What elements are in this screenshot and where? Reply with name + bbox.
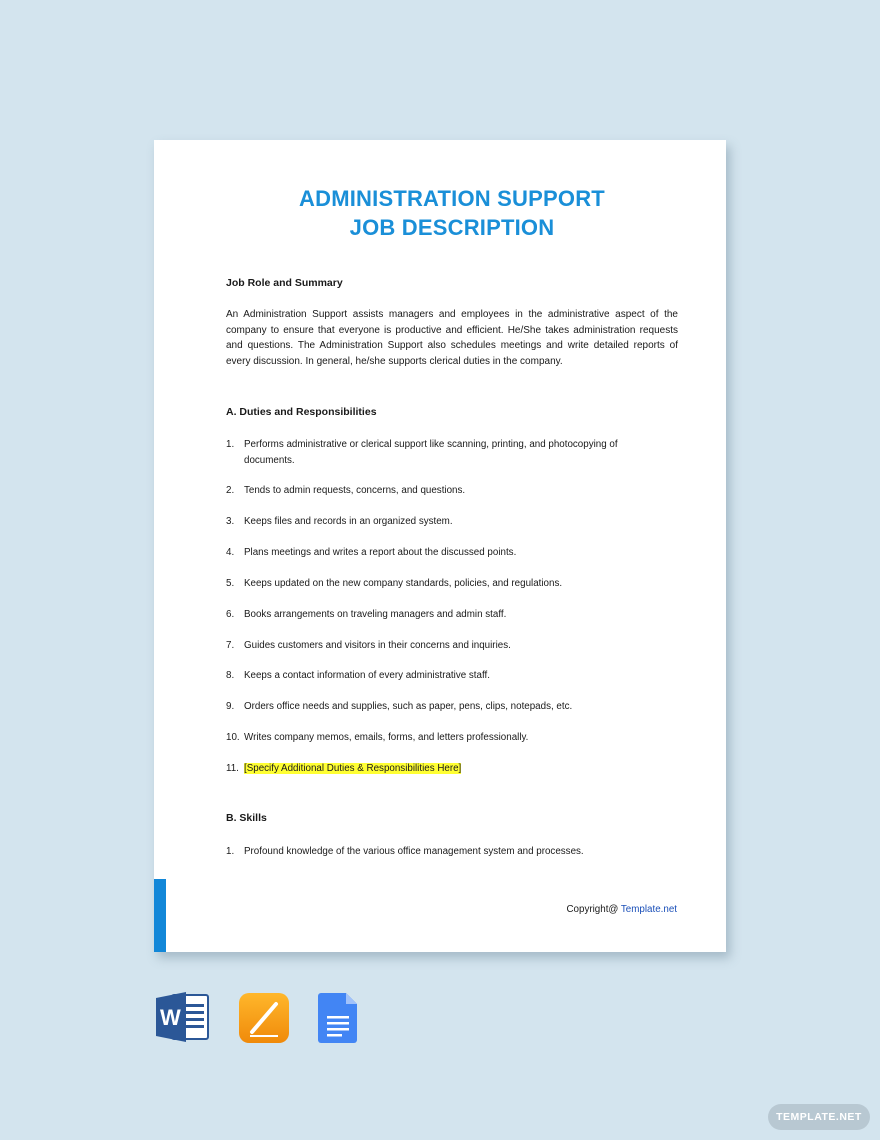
duty-text: Performs administrative or clerical support like scanning, printing, and photocopying of documents. bbox=[244, 439, 618, 466]
word-icon[interactable] bbox=[156, 992, 210, 1042]
svg-text:W: W bbox=[160, 1005, 181, 1030]
duty-number: 9. bbox=[226, 701, 235, 712]
copyright bbox=[566, 904, 677, 915]
title-line-1: ADMINISTRATION SUPPORT bbox=[299, 186, 605, 211]
copyright-prefix: Copyright@ bbox=[566, 904, 621, 915]
skill-number: 1. bbox=[226, 846, 235, 857]
duty-text: Keeps a contact information of every administrative staff. bbox=[244, 670, 490, 681]
document-page bbox=[154, 140, 726, 952]
summary-heading: Job Role and Summary bbox=[226, 277, 343, 289]
duty-number: 7. bbox=[226, 640, 235, 651]
duty-text: Plans meetings and writes a report about the discussed points. bbox=[244, 547, 517, 558]
duty-number: 4. bbox=[226, 547, 235, 558]
duties-heading: A. Duties and Responsibilities bbox=[226, 406, 377, 418]
duty-text: Keeps updated on the new company standards, policies, and regulations. bbox=[244, 578, 563, 589]
duty-number: 6. bbox=[226, 609, 235, 620]
duty-number: 5. bbox=[226, 578, 235, 589]
duty-number: 2. bbox=[226, 485, 235, 496]
google-docs-icon[interactable] bbox=[318, 992, 358, 1044]
template-net-badge[interactable]: TEMPLATE.NET bbox=[768, 1104, 870, 1130]
copyright-brand: Template.net bbox=[620, 904, 677, 915]
duty-text: Writes company memos, emails, forms, and letters professionally. bbox=[244, 732, 529, 743]
title-line-2: JOB DESCRIPTION bbox=[349, 215, 555, 240]
duty-number: 10. bbox=[226, 732, 240, 743]
duty-number: 1. bbox=[226, 439, 235, 450]
document-title bbox=[154, 184, 750, 242]
duty-text: Keeps files and records in an organized system. bbox=[244, 516, 453, 527]
duty-text: Tends to admin requests, concerns, and questions. bbox=[244, 485, 466, 496]
accent-bar bbox=[154, 879, 166, 952]
duty-text: Orders office needs and supplies, such as paper, pens, clips, notepads, etc. bbox=[244, 701, 573, 712]
placeholder-highlight: [Specify Additional Duties & Responsibilities Here] bbox=[244, 763, 462, 774]
duty-text: Guides customers and visitors in their concerns and inquiries. bbox=[244, 640, 511, 651]
summary-paragraph: An Administration Support assists managers and employees in the administrative aspect of the company to ensure that everyone is productive and efficient. He/She takes administration requests and questions. The Administration Support also schedules meetings and write detailed reports of every discussion. In general, he/she supports clerical duties in the company. bbox=[226, 309, 678, 367]
duty-number: 3. bbox=[226, 516, 235, 527]
skill-text: Profound knowledge of the various office management system and processes. bbox=[244, 846, 584, 857]
skills-heading: B. Skills bbox=[226, 812, 267, 824]
duty-text: Books arrangements on traveling managers and admin staff. bbox=[244, 609, 507, 620]
duty-number: 8. bbox=[226, 670, 235, 681]
pages-icon[interactable] bbox=[238, 992, 290, 1044]
duty-number: 11. bbox=[226, 763, 239, 774]
